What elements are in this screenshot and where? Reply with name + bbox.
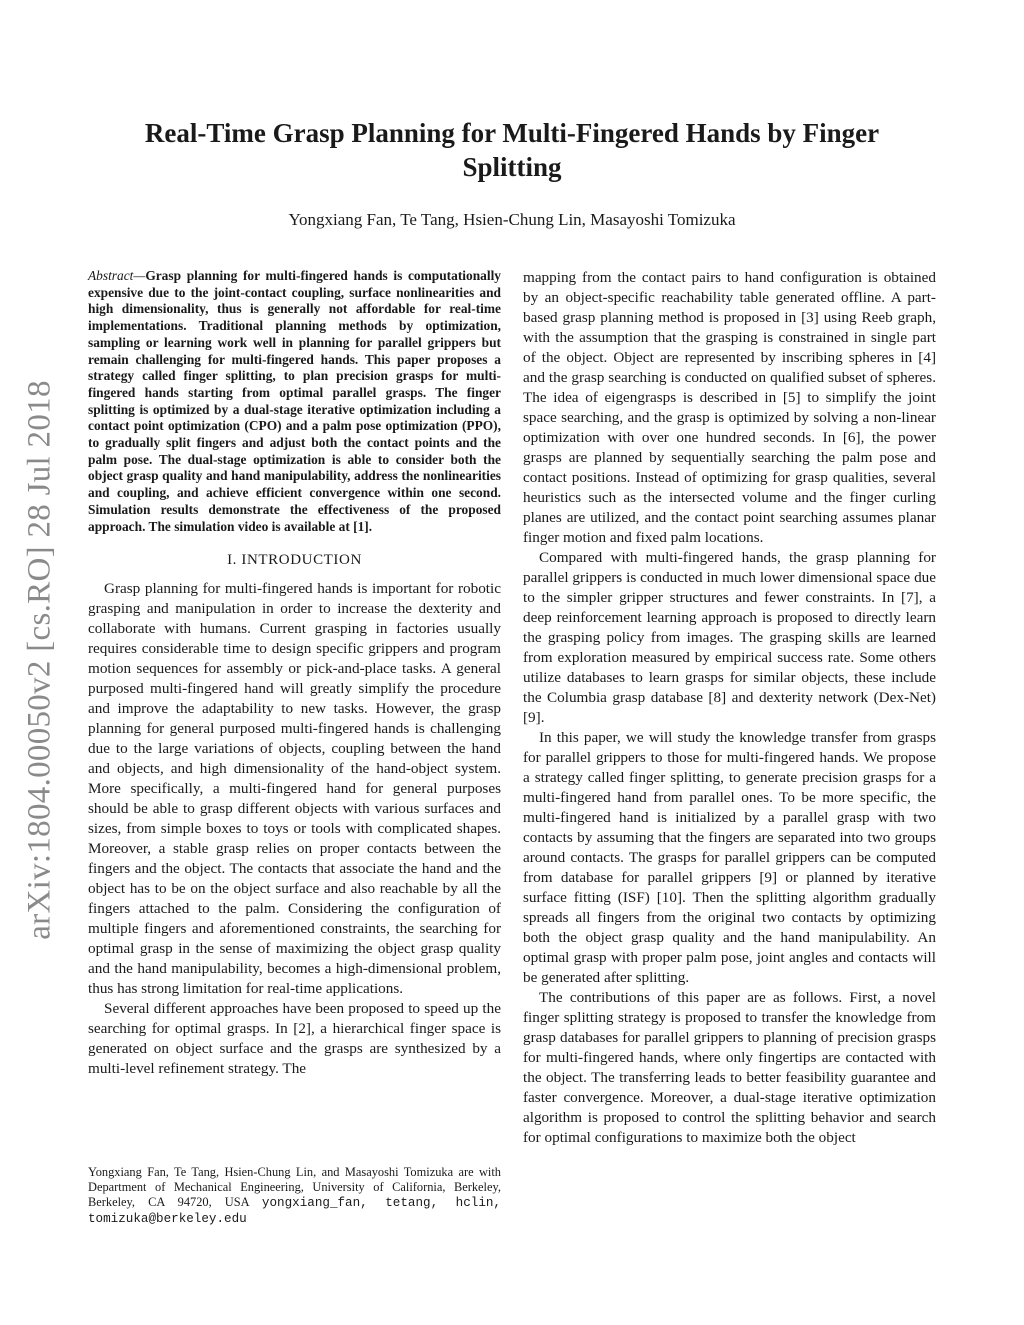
- footnote-emails: yongxiang_fan, tetang, hclin, tomizuka@berkeley.edu: [88, 1196, 501, 1226]
- intro-paragraph-1: Grasp planning for multi-fingered hands is important for robotic grasping and manipulation in order to increase the dexterity and collaborate with humans. Current grasping in factories usually requires considerable time to design specific grippers and program motion sequences for assembly or pick-and-place tasks. A general purposed multi-fingered hand will greatly simplify the procedure and improve the adaptability to new tasks. However, the grasp planning for general purposed multi-fingered hands is challenging due to the large variations of objects, coupling between the hand and objects, and high dimensionality of the hand-object system. More specifically, a multi-fingered hand for general purposes should be able to grasp different objects with various surfaces and sizes, from simple boxes to toys or tools with complicated shapes. Moreover, a stable grasp relies on proper contacts between the fingers and the object. The contacts that associate the hand and the object has to be on the object surface and also reachable by all the fingers attached to the palm. Considering the configuration of multiple fingers and aforementioned constraints, the searching for optimal grasp in the sense of maximizing the object grasp quality and the hand manipulability, becomes a high-dimensional problem, thus has strong limitation for real-time applications.: [88, 580, 501, 998]
- left-column: [88, 268, 501, 1079]
- right-paragraph-2: Compared with multi-fingered hands, the grasp planning for parallel grippers is conducted in much lower dimensional space due to the simpler gripper structures and fewer constraints. In [7], a deep reinforcement learning approach is proposed to directly learn the grasping policy from images. The grasping skills are learned from exploration measured by empirical success rate. Some others utilize databases to learn grasps for similar objects, these include the Columbia grasp database [8] and dexterity network (Dex-Net) [9].: [523, 549, 936, 726]
- abstract-lead: Abstract: [88, 268, 134, 283]
- abstract-text: Grasp planning for multi-fingered hands is computationally expensive due to the joint-contact coupling, surface nonlinearities and high dimensionality, thus is generally not affordable for real-time implementations. Traditional planning methods by optimization, sampling or learning work well in planning for parallel grippers but remain challenging for multi-fingered hands. This paper proposes a strategy called finger splitting, to plan precision grasps for multi-fingered hands starting from optimal parallel grasps. The finger splitting is optimized by a dual-stage iterative optimization including a contact point optimization (CPO) and a palm pose optimization (PPO), to gradually split fingers and adjust both the contact points and the palm pose. The dual-stage optimization is able to consider both the object grasp quality and hand manipulability, address the nonlinearities and coupling, and achieve efficient convergence within one second. Simulation results demonstrate the effectiveness of the proposed approach. The simulation video is available at [1].: [88, 268, 501, 534]
- affiliation-footnote: [88, 1165, 501, 1227]
- section-heading-introduction: I. INTRODUCTION: [227, 552, 362, 569]
- paper-title: Real-Time Grasp Planning for Multi-Fingered Hands by Finger Splitting: [144, 118, 880, 182]
- footnote-text: Yongxiang Fan, Te Tang, Hsien-Chung Lin, and Masayoshi Tomizuka are with Department of Mechanical Engineering, University of California, Berkeley, Berkeley, CA 94720, USA: [88, 1165, 501, 1209]
- arxiv-identifier: arXiv:1804.00050v2 [cs.RO] 28 Jul 2018: [21, 380, 58, 940]
- right-paragraph-1: mapping from the contact pairs to hand configuration is obtained by an object-specific reachability table generated offline. A part-based grasp planning method is proposed in [3] using Reeb graph, with the assumption that the grasping is constrained in single part of the object. Object are represented by inscribing spheres in [4] and the grasp searching is conducted on qualified subset of spheres. The idea of eigengrasps is described in [5] to simplify the joint space searching, and the grasp is optimized by solving a non-linear optimization with over one hundred seconds. In [6], the power grasps are planned by sequentially searching the palm pose and contact positions. Instead of optimizing for grasp qualities, several heuristics such as the intersected volume and the finger curling planes are utilized, and the contact point searching assumes planar finger motion and fixed palm locations.: [523, 269, 936, 546]
- arxiv-sidebar: [12, 360, 68, 960]
- abstract-dash: —: [133, 268, 146, 283]
- right-paragraph-3: In this paper, we will study the knowledge transfer from grasps for parallel grippers to those for multi-fingered hands. We propose a strategy called finger splitting, to generate precision grasps for a multi-fingered hand from parallel ones. To be more specific, the multi-fingered hand is initialized by a parallel grasp with two contacts by assuming that the fingers are separated into two groups around contacts. The grasps for parallel grippers can be computed from database for parallel grippers [9] or planned by iterative surface fitting (ISF) [10]. Then the splitting algorithm gradually spreads all fingers from the original two contacts by optimizing both the object grasp quality and the hand manipulability. An optimal grasp with proper palm pose, joint angles and contacts will be generated after splitting.: [523, 729, 936, 986]
- right-column: [523, 268, 936, 1148]
- author-list: Yongxiang Fan, Te Tang, Hsien-Chung Lin, Masayoshi Tomizuka: [288, 210, 736, 229]
- abstract: [88, 268, 501, 535]
- right-paragraph-4: The contributions of this paper are as follows. First, a novel finger splitting strategy is proposed to transfer the knowledge from grasp databases for parallel grippers to planning of precision grasps for multi-fingered hands, where only fingertips are contacted with the object. The transferring leads to better feasibility guarantee and faster convergence. Moreover, a dual-stage iterative optimization algorithm is proposed to control the splitting behavior and search for optimal configurations to maximize both the object: [523, 989, 936, 1146]
- intro-paragraph-2: Several different approaches have been proposed to speed up the searching for optimal grasps. In [2], a hierarchical finger space is generated on object surface and the grasps are synthesized by a multi-level refinement strategy. The: [88, 1000, 501, 1078]
